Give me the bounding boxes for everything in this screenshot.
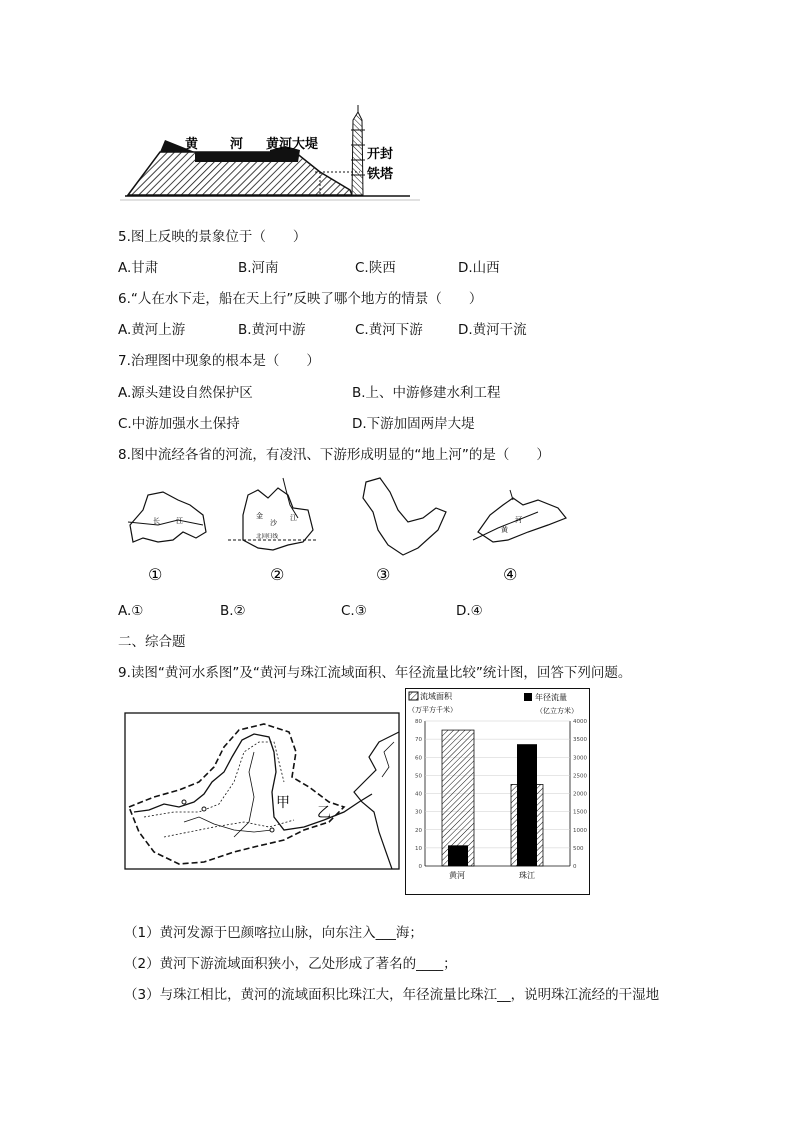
q8-province-maps [118,470,598,590]
basin-comparison-chart [405,688,590,895]
left-tick-label: 0 [418,864,422,870]
q6-option-c[interactable]: C.黄河下游 [355,322,423,338]
map4-label-huang: 黄 [501,526,508,534]
right-tick-label: 3500 [573,737,587,744]
yellow-river-system-map [124,712,400,872]
q5-stem: 5.图上反映的景象位于（ ） [118,229,307,245]
map2-number: ② [270,565,285,584]
q9-sub1: （1）黄河发源于巴颜喀拉山脉，向东注入___海； [124,925,423,941]
q9-stem: 9.读图“黄河水系图”及“黄河与珠江流域面积、年径流量比较”统计图，回答下列问题。 [118,665,632,681]
map2-label-tropic: 北回归线 [256,534,279,540]
left-tick-label: 10 [415,845,422,852]
label-river: 黄 [185,137,199,152]
map1-number: ① [148,565,163,584]
bar-runoff-0 [448,845,468,866]
label-tower: 开封 [367,147,394,162]
q7-stem: 7.治理图中现象的根本是（ ） [118,353,320,369]
map-3 [363,478,446,584]
legend-runoff-swatch [524,693,532,701]
left-tick-label: 80 [415,719,422,725]
map4-label-he: 河 [515,516,522,524]
q9-sub2: （2）黄河下游流域面积狭小，乙处形成了著名的____； [124,956,457,972]
map-2 [228,478,318,584]
q7-option-b[interactable]: B.上、中游修建水利工程 [352,385,501,401]
map2-label-jiang: 江 [290,514,297,522]
label-dike: 黄河大堤 [266,137,319,152]
yellow-river-dike-figure [120,100,420,210]
bar-runoff-1 [517,744,537,866]
q6-option-b[interactable]: B.黄河中游 [238,322,306,338]
q6-option-d[interactable]: D.黄河干流 [458,322,527,338]
map2-label-jin: 金 [256,512,263,520]
map-1 [128,492,206,584]
legend-area-label: 流域面积 [420,692,452,701]
map3-number: ③ [376,565,391,584]
label-tower2: 铁塔 [367,167,394,182]
map-label-yi: 乙 [317,805,331,821]
iron-tower-icon [351,105,365,195]
label-river2: 河 [230,137,244,152]
legend-runoff-label: 年径流量 [535,693,567,702]
q7-option-a[interactable]: A.源头建设自然保护区 [118,385,253,401]
q7-option-d[interactable]: D.下游加固两岸大堤 [352,416,475,432]
right-tick-label: 1500 [573,809,587,816]
q8-option-a[interactable]: A.① [118,603,144,619]
left-tick-label: 70 [415,737,422,744]
left-tick-label: 30 [415,809,422,816]
right-tick-label: 2000 [573,791,587,798]
q6-stem: 6.“人在水下走，船在天上行”反映了哪个地方的情景（ ） [118,291,483,307]
left-tick-label: 40 [415,791,422,798]
q9-sub3: （3）与珠江相比，黄河的流域面积比珠江大，年径流量比珠江__，说明珠江流经的干湿地 [124,987,660,1003]
q8-option-b[interactable]: B.② [220,603,246,619]
q7-option-c[interactable]: C.中游加强水土保持 [118,416,240,432]
right-tick-label: 3000 [573,755,587,762]
q8-option-c[interactable]: C.③ [341,603,367,619]
right-tick-label: 500 [573,845,584,852]
map-label-jia: 甲 [276,795,290,811]
map-4 [473,490,566,584]
q6-option-a[interactable]: A.黄河上游 [118,322,186,338]
right-tick-label: 4000 [573,719,587,725]
category-label: 黄河 [449,871,465,880]
section2-heading: 二、综合题 [118,634,186,650]
q5-option-c[interactable]: C.陕西 [355,260,396,276]
map2-label-sha: 沙 [270,519,277,527]
legend-area-unit: （万平方千米） [408,706,457,714]
left-tick-label: 60 [415,755,422,762]
q8-stem: 8.图中流经各省的河流，有凌汛、下游形成明显的“地上河”的是（ ） [118,447,550,463]
q5-option-b[interactable]: B.河南 [238,260,279,276]
q5-option-a[interactable]: A.甘肃 [118,260,159,276]
right-tick-label: 0 [573,864,577,870]
q8-option-d[interactable]: D.④ [456,603,483,619]
legend-area-swatch [409,692,418,700]
legend-runoff-unit: （亿立方米） [536,707,578,715]
map1-label-jiang: 江 [176,517,183,525]
left-tick-label: 50 [415,773,422,780]
left-tick-label: 20 [415,827,422,834]
q5-option-d[interactable]: D.山西 [458,260,500,276]
map4-number: ④ [503,565,518,584]
right-tick-label: 2500 [573,773,587,780]
category-label: 珠江 [519,871,535,880]
map1-label-chang: 长 [153,517,160,525]
right-tick-label: 1000 [573,827,587,834]
